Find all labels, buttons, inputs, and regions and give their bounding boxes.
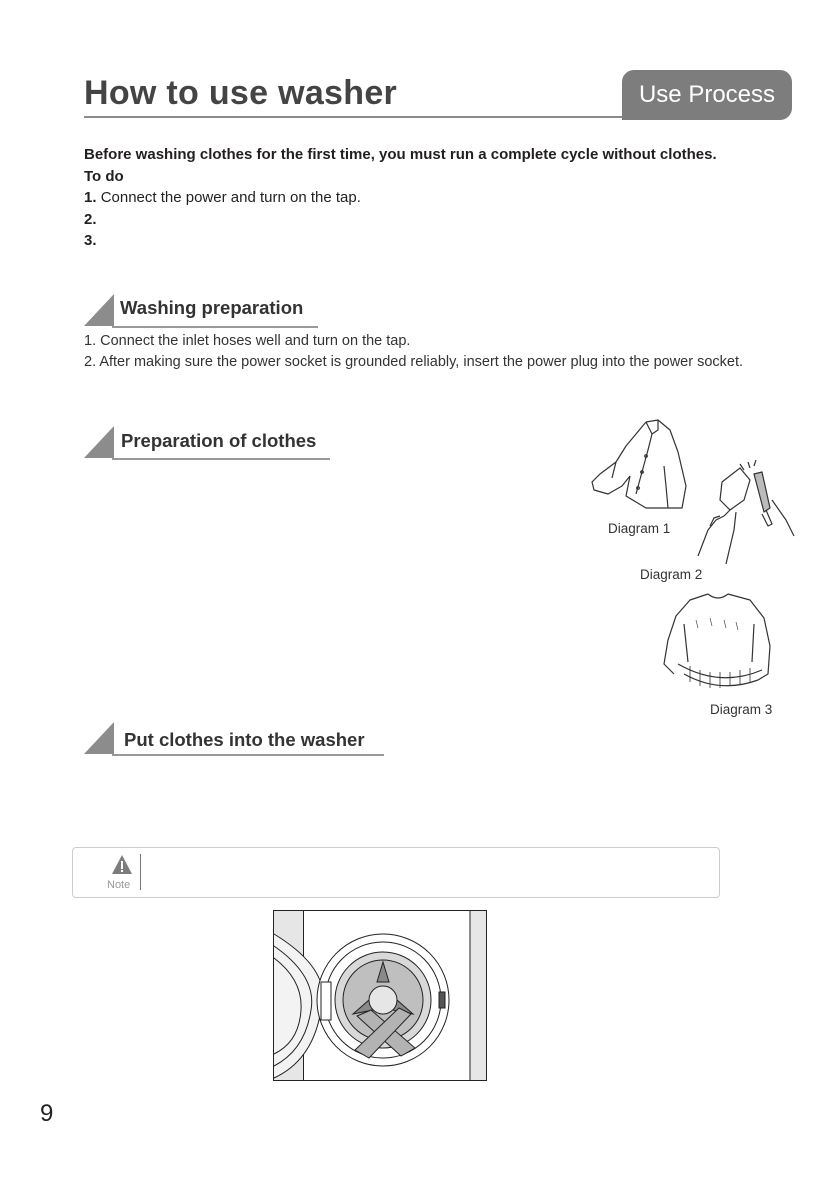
section-put-clothes — [84, 722, 394, 756]
title-underline — [84, 116, 644, 118]
intro-step — [84, 230, 717, 252]
section-washing-preparation — [84, 294, 324, 328]
step-number: 3. — [84, 232, 97, 249]
diagram-2-caption: Diagram 2 — [640, 567, 703, 582]
stain-brush-illustration — [690, 460, 798, 570]
section-tab-label: Use Process — [638, 81, 776, 108]
section-triangle-icon — [84, 722, 114, 754]
todo-label: To do — [84, 167, 124, 185]
section-triangle-icon — [84, 426, 114, 458]
washing-prep-text — [84, 331, 743, 373]
step-number: 1. — [84, 189, 97, 206]
section-title: Put clothes into the washer — [124, 729, 365, 750]
section-underline — [112, 326, 318, 328]
intro-step — [84, 209, 717, 231]
section-underline — [112, 458, 330, 460]
washing-prep-line: 1. Connect the inlet hoses well and turn on the tap. — [84, 333, 411, 349]
note-divider — [140, 854, 141, 890]
section-title: Preparation of clothes — [121, 430, 317, 451]
washing-prep-line: 2. After making sure the power socket is grounded reliably, insert the power plug into the power socket. — [84, 354, 744, 370]
section-underline — [112, 754, 384, 756]
note-label: Note — [107, 879, 131, 891]
washer-illustration — [273, 910, 487, 1081]
intro-block — [84, 144, 717, 252]
diagram-3-caption: Diagram 3 — [710, 702, 773, 717]
diagram-1-caption: Diagram 1 — [608, 521, 671, 536]
first-use-warning: Before washing clothes for the first time, you must run a complete cycle without clothes. — [84, 146, 717, 163]
page-number: 9 — [40, 1100, 54, 1127]
section-preparation-of-clothes — [84, 426, 344, 460]
shirt-illustration — [586, 416, 694, 514]
section-tab — [622, 70, 792, 120]
warning-triangle-icon — [111, 854, 133, 876]
step-number: 2. — [84, 210, 97, 228]
page-title: How to use washer — [84, 74, 398, 112]
note-box — [72, 847, 720, 898]
section-title: Washing preparation — [120, 297, 304, 318]
step-text: Connect the power and turn on the tap. — [100, 189, 361, 206]
section-triangle-icon — [84, 294, 114, 326]
sweater-illustration — [660, 590, 776, 692]
intro-step — [84, 187, 717, 209]
